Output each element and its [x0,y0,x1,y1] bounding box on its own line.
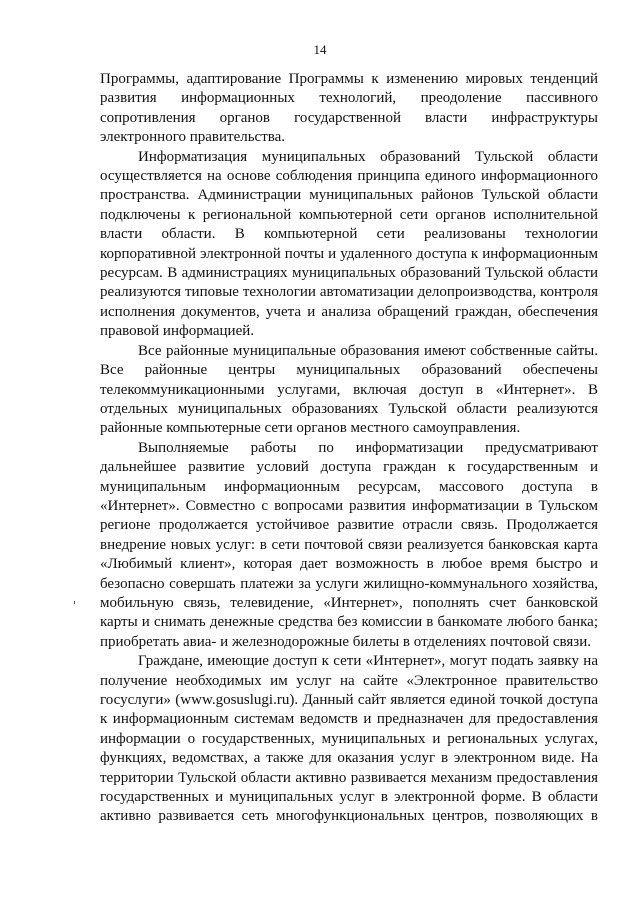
text-line: исполнения документов, учета и анализа обращений граждан, обеспечения [100,303,598,320]
text-line: Граждане, имеющие доступ к сети «Интернет», могут подать заявку на [138,653,598,670]
text-line: безопасно совершать платежи за услуги жилищно-коммунального хозяйства, [100,575,598,592]
paragraph [100,70,598,148]
text-line: функциях, ведомствах, а также для оказания услуг в электронном виде. На [100,750,598,767]
text-line: получение необходимых им услуг на сайте «Электронное правительство [100,672,598,689]
text-line: Информатизация муниципальных образований Тульской области [138,148,598,165]
scan-speck [74,601,75,604]
text-line: пространства. Администрации муниципальных районов Тульской области [100,187,598,204]
paragraph [100,342,598,439]
text-line: осуществляется на основе соблюдения принципа единого информационного [100,168,598,185]
text-line: Все районные муниципальные образования имеют собственные сайты. [138,342,598,359]
text-line: ресурсам. В администрациях муниципальных образований Тульской области [100,265,598,282]
text-line: телекоммуникационными услугами, включая доступ в «Интернет». В [100,381,598,398]
text-line: сопротивления органов государственной власти инфраструктуры [100,109,598,126]
text-line: мобильную связь, телевидение, «Интернет», пополнять счет банковской [100,594,598,611]
paragraph [100,652,598,827]
text-line: корпоративной электронной почты и удаленного доступа к информационным [100,245,598,262]
text-line: власти области. В компьютерной сети реализованы технологии [100,226,598,243]
text-line: муниципальным информационным ресурсам, массового доступа в [100,478,598,495]
text-line: государственных и муниципальных услуг в электронной форме. В области [100,789,598,806]
paragraph [100,148,598,342]
text-line: районные компьютерные сети органов местного самоуправления. [100,420,521,437]
text-line: информации о государственных, муниципальных и региональных услугах, [100,730,598,747]
text-line: Выполняемые работы по информатизации предусматривают [138,439,598,456]
text-line: территории Тульской области активно развивается механизм предоставления [100,769,598,786]
text-line: активно развивается сеть многофункциональных центров, позволяющих в [100,808,598,825]
text-line: «Любимый клиент», которая дает возможность в любое время быстро и [100,556,598,573]
text-line: отдельных муниципальных образованиях Тульской области реализуются [100,400,598,417]
text-line: правовой информацией. [100,323,255,340]
text-line: электронного правительства. [100,129,286,146]
text-line: подключены к региональной компьютерной сети органов исполнительной [100,206,598,223]
text-line: к информационным системам ведомств и предназначен для предоставления [100,711,598,728]
text-line: Все районные центры муниципальных образований обеспечены [100,362,598,379]
text-line: «Интернет». Совместно с вопросами развития информатизации в Тульском [100,497,598,514]
text-line: карты и снимать денежные средства без комиссии в банкомате любого банка; [100,614,598,631]
text-line: внедрение новых услуг: в сети почтовой связи реализуется банковская карта [100,536,598,553]
text-line: приобретать авиа- и железнодорожные билеты в отделениях почтовой связи. [100,633,592,650]
text-line: развития информационных технологий, преодоление пассивного [100,90,598,107]
text-line: Программы, адаптирование Программы к изменению мировых тенденций [100,71,598,87]
text-line: регионе продолжается устойчивое развитие отрасли связь. Продолжается [100,517,598,534]
text-line: реализуются типовые технологии автоматизации делопроизводства, контроля [100,284,598,301]
text-line: дальнейшее развитие условий доступа граждан к государственным и [100,459,598,476]
paragraph [100,439,598,652]
text-line: госуслуги» (www.gosuslugi.ru). Данный сайт является единой точкой доступа [100,692,598,708]
document-body [100,70,598,827]
page-number: 14 [313,42,327,57]
